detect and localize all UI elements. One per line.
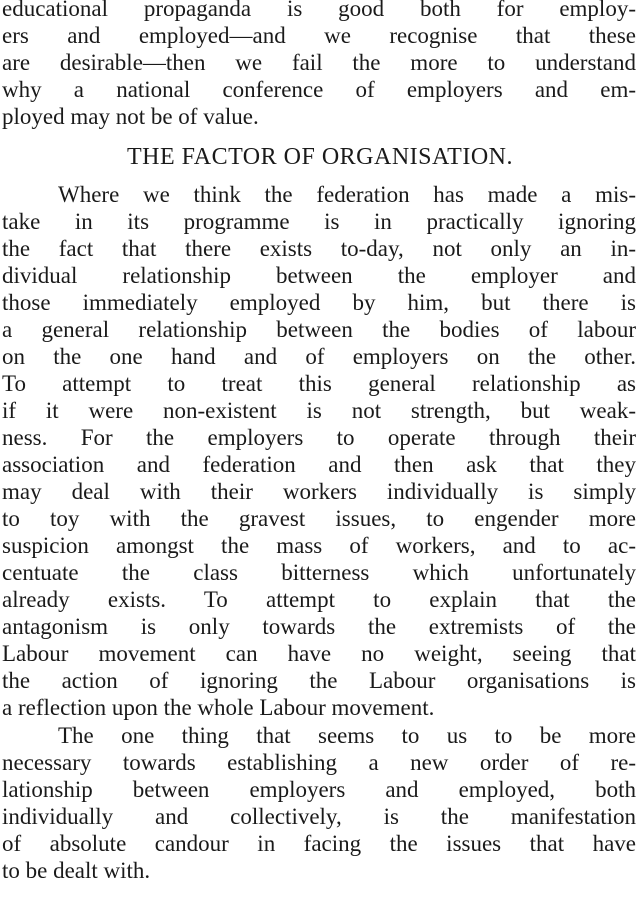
paragraph-line: necessary towards establishing a new order of re- [2,750,636,775]
paragraph-line: To attempt to treat this general relationship as [2,371,636,396]
paragraph-line: antagonism is only towards the extremists of the [2,614,636,639]
paragraph-line: a reflection upon the whole Labour movement. [2,695,435,720]
paragraph-line: lationship between employers and employed, both [2,777,636,802]
paragraph-line: The one thing that seems to us to be more [58,723,636,748]
intro-line: ployed may not be of value. [2,104,259,129]
intro-line: ers and employed—and we recognise that these [2,23,636,48]
paragraph-line: dividual relationship between the employer and [2,263,636,288]
paragraph-line: those immediately employed by him, but there is [2,290,636,315]
paragraph-line: take in its programme is in practically ignoring [2,209,636,234]
paragraph-line: association and federation and then ask that they [2,452,636,477]
paragraph-line: individually and collectively, is the manifestation [2,804,636,829]
paragraph-line: to toy with the gravest issues, to engender more [2,506,636,531]
paragraph-line: if it were non-existent is not strength, but weak- [2,398,636,423]
paragraph-line: ness. For the employers to operate through their [2,425,636,450]
intro-line: are desirable—then we fail the more to understand [2,50,636,75]
section-heading: THE FACTOR OF ORGANISATION. [127,144,513,170]
paragraph-line: may deal with their workers individually is simply [2,479,636,504]
paragraph-line: Labour movement can have no weight, seeing that [2,641,636,666]
paragraph-line: suspicion amongst the mass of workers, and to ac- [2,533,636,558]
paragraph-line: of absolute candour in facing the issues that have [2,831,636,856]
paragraph-line: on the one hand and of employers on the other. [2,344,636,369]
paragraph-line: a general relationship between the bodies of labour [2,317,636,342]
paragraph-line: to be dealt with. [2,858,151,883]
intro-line: educational propaganda is good both for employ- [2,0,636,21]
paragraph-line: centuate the class bitterness which unfortunately [2,560,636,585]
paragraph-line: the action of ignoring the Labour organisations is [2,668,636,693]
paragraph-line: the fact that there exists to-day, not only an in- [2,236,636,261]
paragraph-line: Where we think the federation has made a mis- [58,182,636,207]
paragraph-line: already exists. To attempt to explain that the [2,587,636,612]
intro-line: why a national conference of employers and em- [2,77,636,102]
